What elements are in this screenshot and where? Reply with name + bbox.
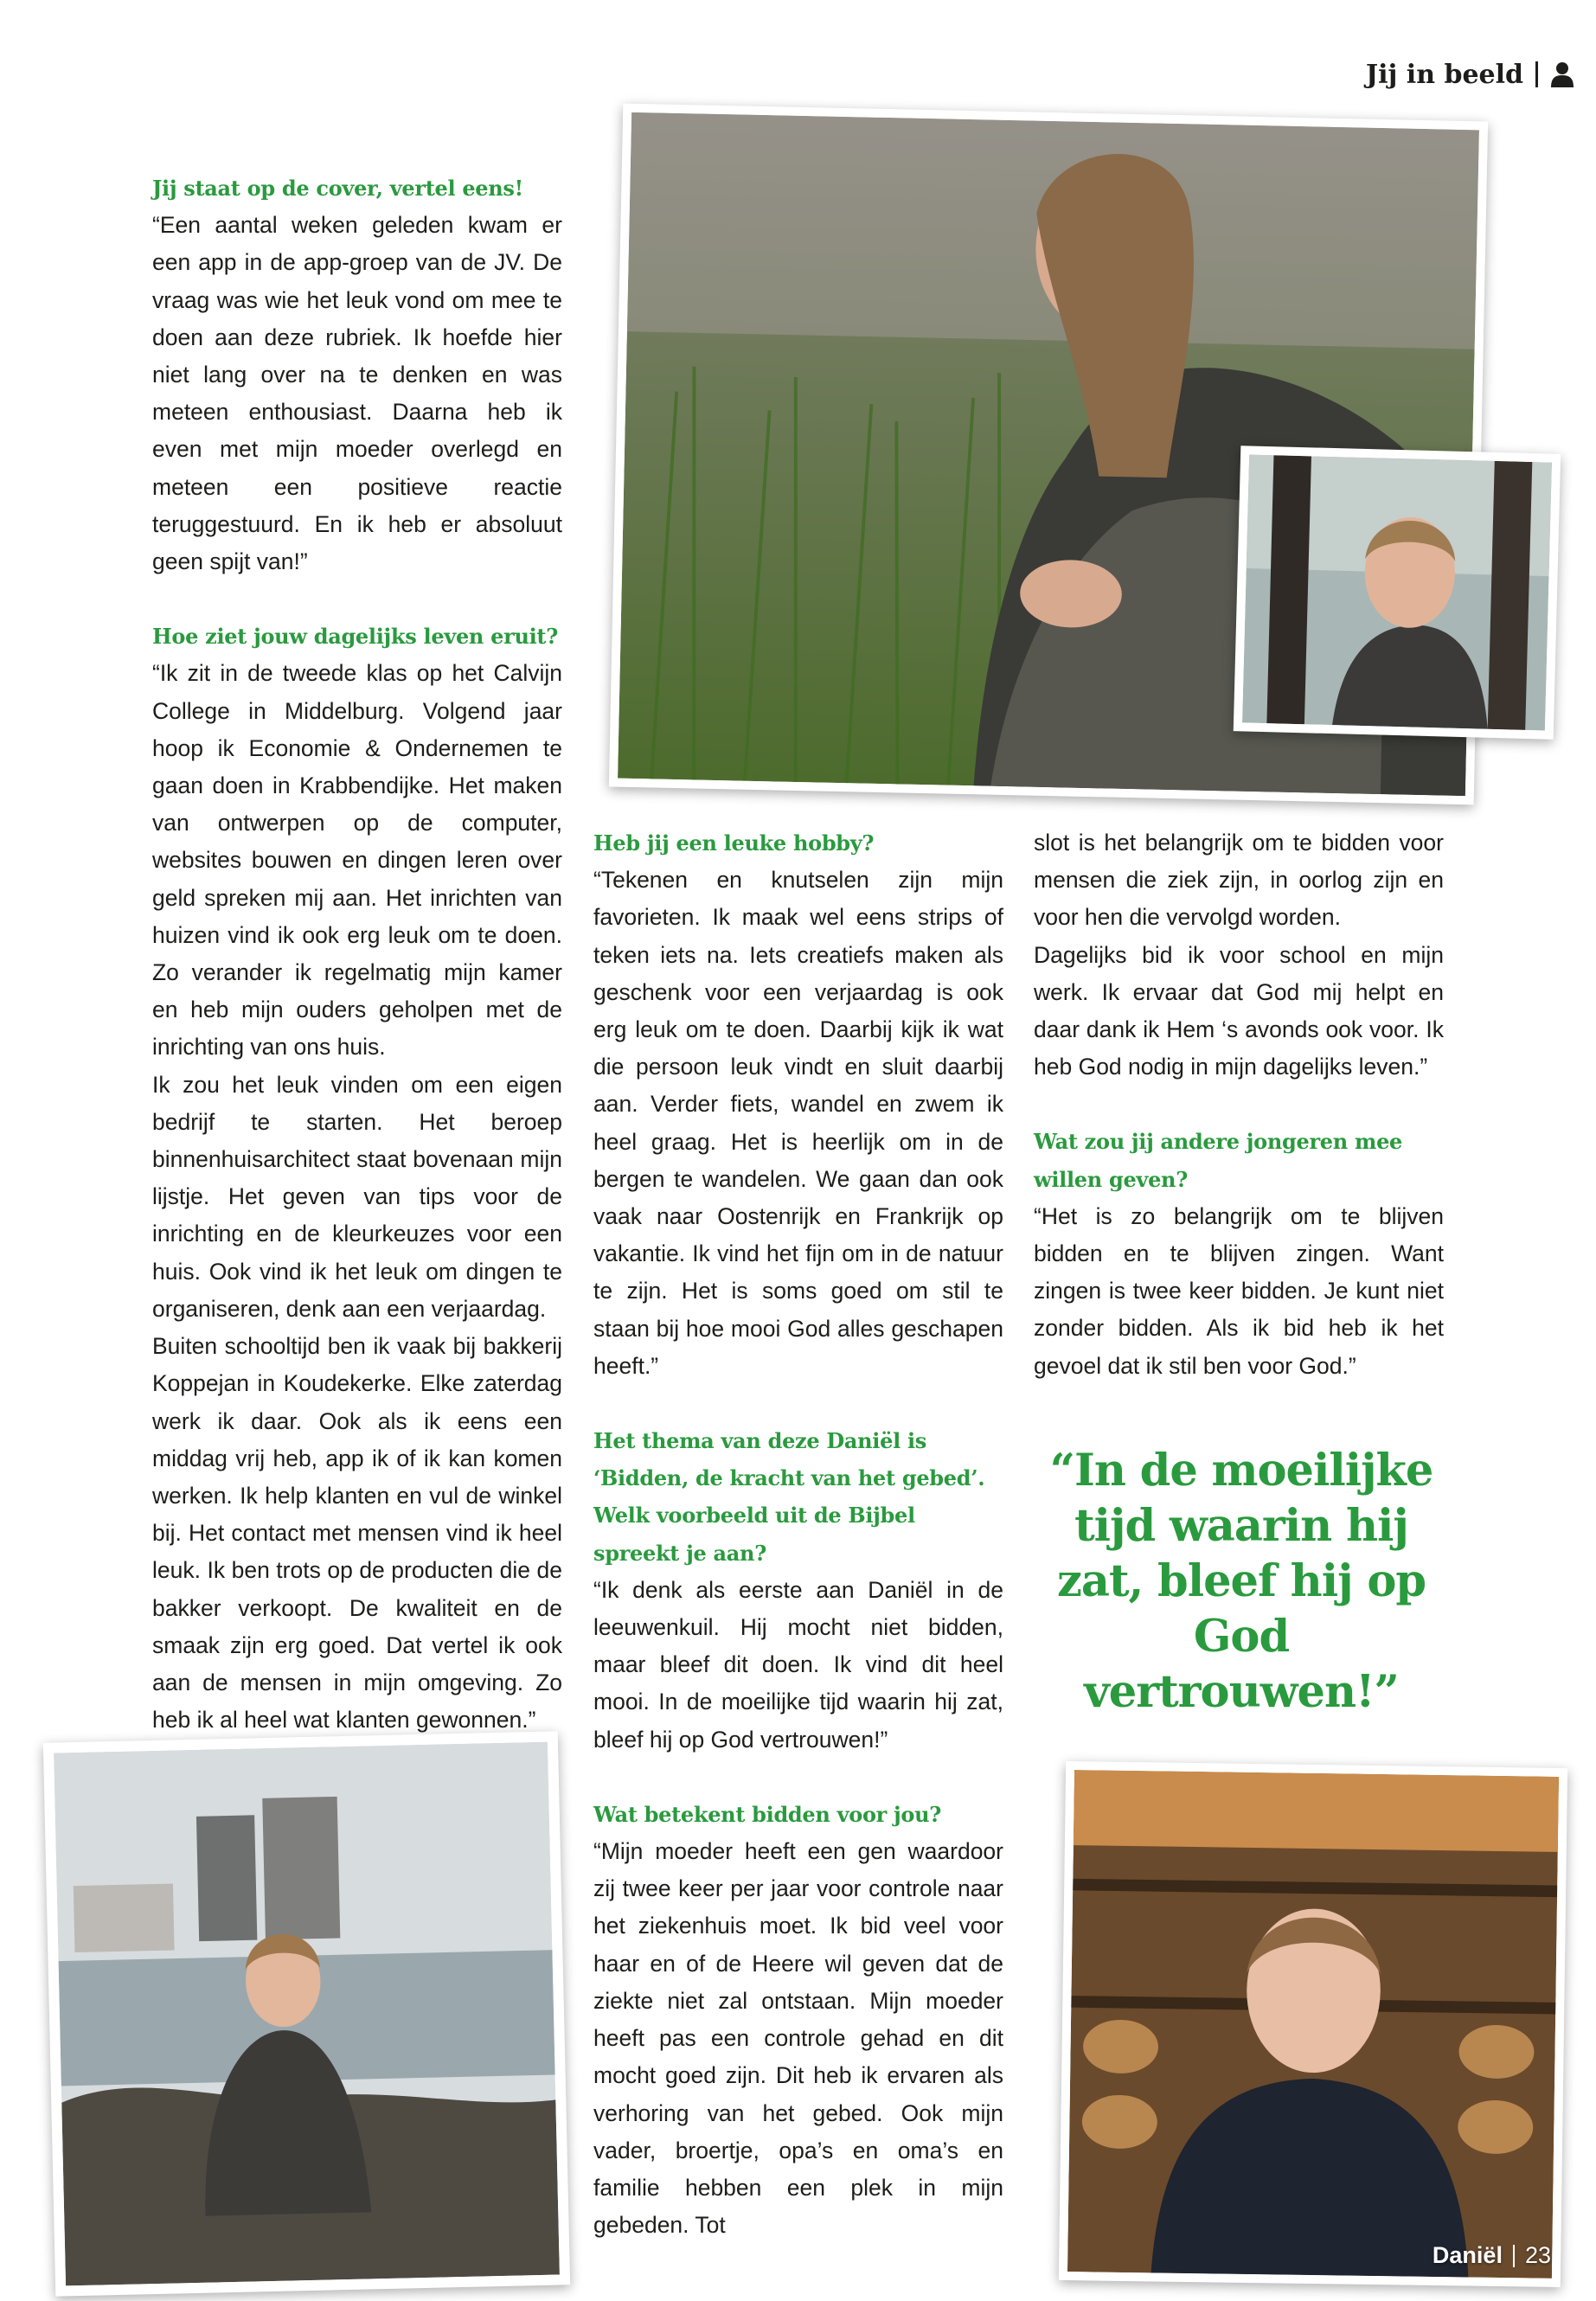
answer-prayer-p2: Dagelijks bid ik voor school en mijn werk. Ik ervaar dat God mij helpt en daar dank ik Hem ‘s avonds ook voor. Ik heb God nodig in mijn dagelijks leven.” bbox=[1034, 941, 1444, 1080]
question-advice: Wat zou jij andere jongeren mee willen geven? bbox=[1034, 1129, 1403, 1192]
answer-daily-life-p2: Ik zou het leuk vinden om een eigen bedrijf te starten. Het beroep binnenhuisarchitect staat bovenaan mijn lijstje. Het geven van tips voor de inrichting en de kleurkeuzes voor een huis. Ook vind ik het leuk om dingen te organiseren, denk aan een verjaardag. bbox=[152, 1071, 562, 1322]
person-icon bbox=[1550, 61, 1574, 87]
section-title: Jij in beeld bbox=[1365, 59, 1523, 90]
header-divider bbox=[1535, 61, 1538, 87]
answer-prayer: “Mijn moeder heeft een gen waardoor zij twee keer per jaar voor controle naar het ziekenhuis moet. Ik bid veel voor haar en of de Heere wil geven dat de ziekte niet zal ontstaan. Mijn moeder heeft pas een controle gehad en dit mocht goed zijn. Dit heb ik ervaren als verhoring van het gebed. Ook mijn vader, broertje, opa’s en oma’s en familie hebben een plek in mijn gebeden. Tot bbox=[593, 1838, 1003, 2239]
footer-divider bbox=[1513, 2245, 1515, 2267]
answer-advice: “Het is zo belangrijk om te blijven bidden en te blijven zingen. Want zingen is twee keer bidden. Je kunt niet zonder bidden. Als ik bid heb ik het gevoel dat ik stil ben voor God.” bbox=[1034, 1202, 1444, 1379]
answer-prayer-continued: slot is het belangrijk om te bidden voor mensen die ziek zijn, in oorlog zijn en voor hen die vervolgd worden. bbox=[1034, 830, 1444, 931]
magazine-name: Daniël bbox=[1432, 2242, 1503, 2268]
column-2 bbox=[593, 824, 1003, 2244]
column-1 bbox=[152, 170, 562, 1739]
question-cover: Jij staat op de cover, vertel eens! bbox=[152, 176, 523, 201]
page-footer bbox=[1433, 2242, 1551, 2269]
question-theme: Het thema van deze Daniël is ‘Bidden, de kracht van het gebed’. Welk voorbeeld uit de Bijbel spreekt je aan? bbox=[593, 1428, 985, 1566]
answer-daily-life-p1: “Ik zit in de tweede klas op het Calvijn College in Middelburg. Volgend jaar hoop ik Economie & Ondernemen te gaan doen in Krabbendijke. Het maken van ontwerpen op de computer, websites bouwen en dingen leren over geld spreken mij aan. Het inrichten van huizen vind ik ook erg leuk om te doen. Zo verander ik regelmatig mijn kamer en heb mijn ouders geholpen met de inrichting van ons huis. bbox=[152, 660, 562, 1061]
section-header bbox=[1366, 55, 1574, 93]
answer-daily-life-p3: Buiten schooltijd ben ik vaak bij bakkerij Koppejan in Koudekerke. Elke zaterdag werk ik daar. Ook als ik eens een middag vrij heb, app ik of ik kan komen werken. Ik help klanten en vul de winkel bij. Het contact met mensen vind ik heel leuk. Ik ben trots op de producten die de bakker verkoopt. De kwaliteit en de smaak zijn erg goed. Dat vertel ik ook aan de mensen in mijn omgeving. Zo heb ik al heel wat klanten gewonnen.” bbox=[152, 1333, 562, 1734]
question-daily-life: Hoe ziet jouw dagelijks leven eruit? bbox=[152, 624, 558, 650]
question-hobby: Heb jij een leuke hobby? bbox=[593, 830, 875, 856]
answer-theme: “Ik denk als eerste aan Daniël in de leeuwenkuil. Hij mocht niet bidden, maar bleef dit doen. Ik vind dit heel mooi. In de moeilijke tijd waarin hij zat, bleef hij op God vertrouwen!” bbox=[593, 1576, 1003, 1753]
page-number: 23 bbox=[1524, 2242, 1551, 2268]
photo-girl-at-sea bbox=[43, 1731, 570, 2296]
answer-hobby: “Tekenen en knutselen zijn mijn favorieten. Ik maak wel eens strips of teken iets na. Iets creatiefs maken als geschenk voor een verjaardag is ook erg leuk om te doen. Daarbij kijk ik wat die persoon leuk vindt en sluit daarbij aan. Verder fiets, wandel en zwem ik heel graag. Het is heerlijk om in de bergen te wandelen. We gaan dan ook vaak naar Oostenrijk en Frankrijk op vakantie. Ik vind het fijn om in de natuur te zijn. Het is soms goed om stil te staan bij hoe mooi God alles geschapen heeft.” bbox=[593, 867, 1003, 1379]
question-prayer: Wat betekent bidden voor jou? bbox=[593, 1801, 942, 1827]
column-3 bbox=[1034, 824, 1444, 1385]
photo-girl-in-bakery bbox=[1059, 1761, 1567, 2287]
photo-girl-by-poles bbox=[1234, 445, 1561, 740]
answer-cover: “Een aantal weken geleden kwam er een app in de app-groep van de JV. De vraag was wie het leuk vond om mee te doen aan deze rubriek. Ik hoefde hier niet lang over na te denken en was meteen enthousiast. Daarna heb ik even met mijn moeder overlegd en meteen een positieve reactie teruggestuurd. En ik heb er absoluut geen spijt van!” bbox=[152, 212, 562, 575]
pull-quote: “In de moeilijke tijd waarin hij zat, bleef hij op God vertrouwen!” bbox=[1049, 1445, 1433, 1718]
